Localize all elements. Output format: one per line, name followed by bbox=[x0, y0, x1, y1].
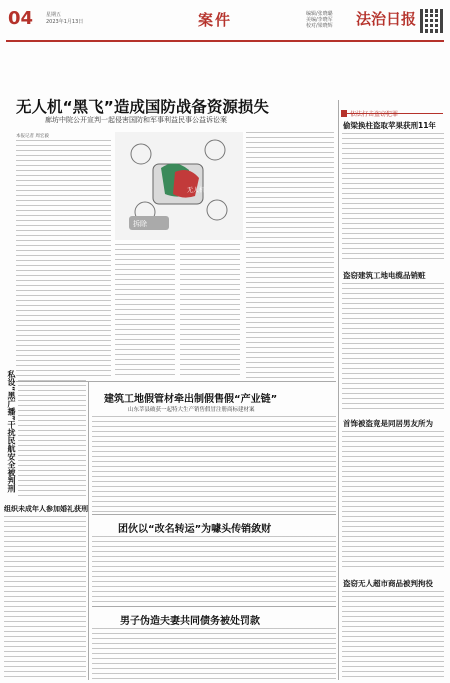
illustration-label-b: 无人机 bbox=[187, 187, 206, 194]
right-column-tag-label: 依法打击盗窃犯罪 bbox=[350, 111, 399, 118]
section-title: 案件 bbox=[198, 11, 233, 29]
right-column-tag bbox=[341, 103, 443, 118]
right-story-headline: 偷梁换柱盗取苹果获刑11年 bbox=[343, 121, 436, 130]
section-divider bbox=[92, 606, 336, 607]
section-divider bbox=[92, 514, 336, 515]
main-story-text-col2 bbox=[115, 244, 175, 378]
right-story-text bbox=[342, 591, 444, 679]
building-story-headline: 建筑工地假管材牵出制假售假“产业链” bbox=[104, 394, 278, 405]
illustration-label-a: 拆除 bbox=[133, 220, 147, 228]
right-story-headline: 盗窃无人超市商品被判拘役 bbox=[343, 579, 433, 588]
editor-line: 校对/梁晓辉 bbox=[306, 23, 333, 29]
building-story-subhead: 山东莘县破获一起特大生产销售假冒注册商标建材案 bbox=[128, 407, 255, 413]
main-story-text-col3 bbox=[180, 244, 240, 378]
tag-marker-icon bbox=[341, 110, 347, 117]
page-header bbox=[6, 4, 444, 42]
drone-illustration bbox=[115, 132, 243, 240]
main-subhead: 廊坊中院公开宣判一起侵害国防和军事利益民事公益诉讼案 bbox=[45, 116, 227, 124]
side-story2-text bbox=[4, 516, 86, 678]
gang-story-text bbox=[92, 536, 336, 604]
side-story2-headline: 组织未成年人参加婚礼获刑 bbox=[4, 505, 88, 513]
newspaper-logo: 法治日报 bbox=[356, 10, 417, 28]
column-divider bbox=[88, 382, 89, 680]
editor-line: 编辑/张晓璐 bbox=[306, 11, 333, 17]
right-story-headline: 盗窃建筑工地电缆品销赃 bbox=[343, 271, 426, 280]
right-story-headline: 首饰被盗竟是同居男友所为 bbox=[343, 419, 433, 428]
right-story-text bbox=[342, 431, 444, 571]
main-headline: 无人机“黑飞”造成国防战备资源损失 bbox=[16, 98, 269, 116]
main-story-text-col4 bbox=[246, 132, 334, 378]
side-vertical-headline: 私设“黑广播”干扰民航安全被判刑 bbox=[7, 370, 16, 493]
editor-line: 美编/李晓军 bbox=[306, 17, 333, 23]
main-byline: 本报记者 周宏毅 bbox=[16, 134, 49, 139]
gang-story-headline: 团伙以“改名转运”为噱头传销敛财 bbox=[118, 524, 272, 535]
editor-credits bbox=[306, 11, 333, 29]
main-story-text-col1 bbox=[16, 140, 111, 378]
header-date: 2023年1月13日 bbox=[46, 19, 84, 25]
right-story-text bbox=[342, 133, 444, 263]
right-story-text bbox=[342, 283, 444, 411]
bottom-story-headline: 男子伪造夫妻共同债务被处罚款 bbox=[120, 616, 260, 627]
building-story-text bbox=[92, 416, 336, 512]
column-divider bbox=[338, 100, 339, 680]
bottom-story-text bbox=[92, 628, 336, 680]
qr-code-icon bbox=[420, 9, 444, 33]
side-story-text bbox=[18, 380, 86, 498]
page-number: 04 bbox=[8, 8, 34, 29]
header-day: 星期五 bbox=[46, 12, 62, 18]
